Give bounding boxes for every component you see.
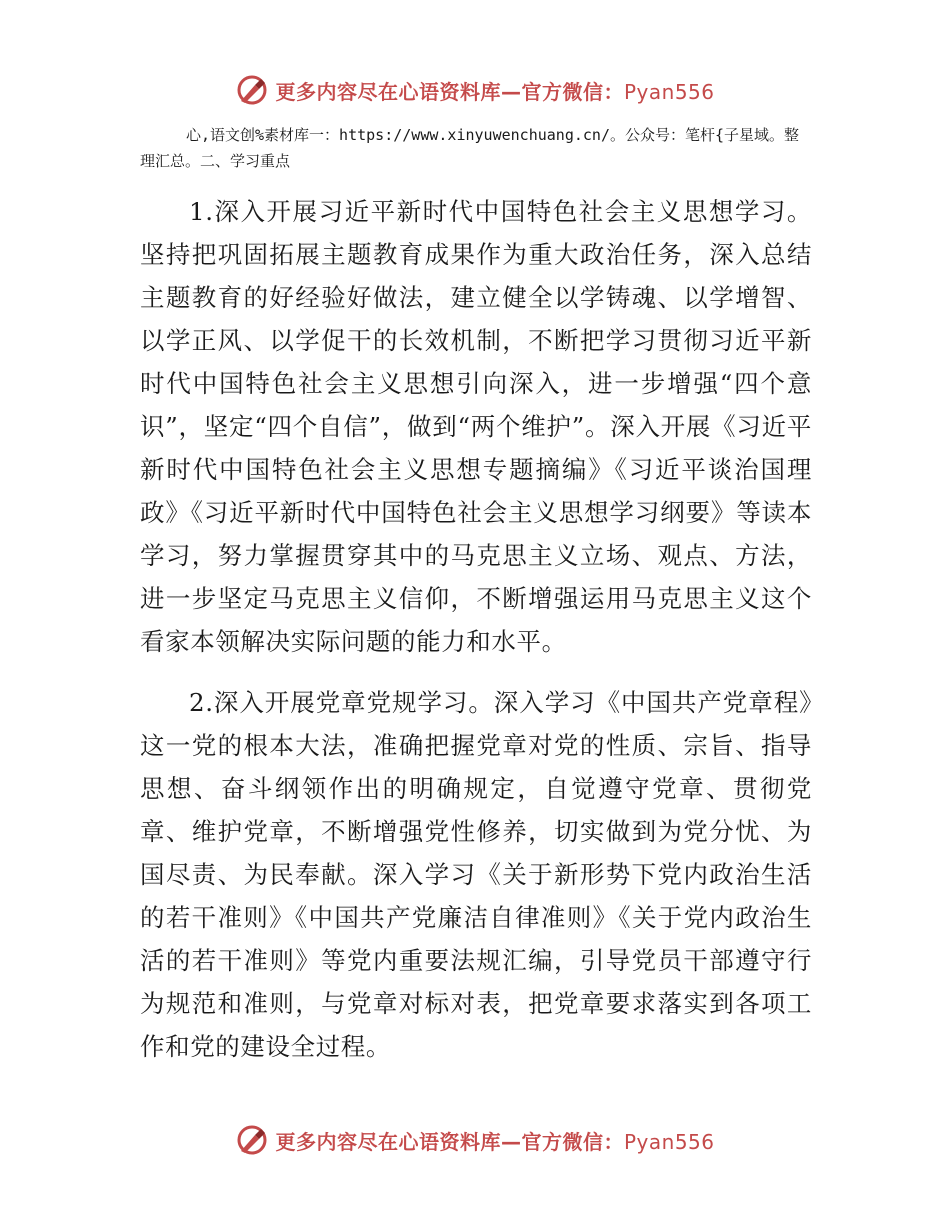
- header-banner-text: 更多内容尽在心语资料库—官方微信：Pyan556: [275, 79, 715, 104]
- source-note: 心,语文创%素材库一：https://www.xinyuwenchuang.cn/。公众号：笔杆{子星域。整理汇总。二、学习重点: [140, 126, 800, 170]
- pen-logo-icon: [235, 73, 269, 107]
- pen-logo-icon: [235, 1123, 269, 1157]
- paragraph-2: 2.深入开展党章党规学习。深入学习《中国共产党章程》这一党的根本大法，准确把握党章对党的性质、宗旨、指导思想、奋斗纲领作出的明确规定，自觉遵守党章、贯彻党章、维护党章，不断增强党性修养，切实做到为党分忧、为国尽责、为民奉献。深入学习《关于新形势下党内政治生活的若干准则》《中国共产党廉洁自律准则》《关于党内政治生活的若干准则》等党内重要法规汇编，引导党员干部遵守行为规范和准则，与党章对标对表，把党章要求落实到各项工作和党的建设全过程。: [140, 688, 812, 1061]
- footer-banner: [0, 1120, 950, 1160]
- footer-banner-text: 更多内容尽在心语资料库—官方微信：Pyan556: [275, 1129, 715, 1154]
- document-body: [140, 190, 812, 1086]
- paragraph-1: 1.深入开展习近平新时代中国特色社会主义思想学习。坚持把巩固拓展主题教育成果作为重大政治任务，深入总结主题教育的好经验好做法，建立健全以学铸魂、以学增智、以学正风、以学促干的长效机制，不断把学习贯彻习近平新时代中国特色社会主义思想引向深入，进一步增强“四个意识”，坚定“四个自信”，做到“两个维护”。深入开展《习近平新时代中国特色社会主义思想专题摘编》《习近平谈治国理政》《习近平新时代中国特色社会主义思想学习纲要》等读本学习，努力掌握贯穿其中的马克思主义立场、观点、方法，进一步坚定马克思主义信仰，不断增强运用马克思主义这个看家本领解决实际问题的能力和水平。: [140, 197, 812, 656]
- header-banner: [0, 70, 950, 110]
